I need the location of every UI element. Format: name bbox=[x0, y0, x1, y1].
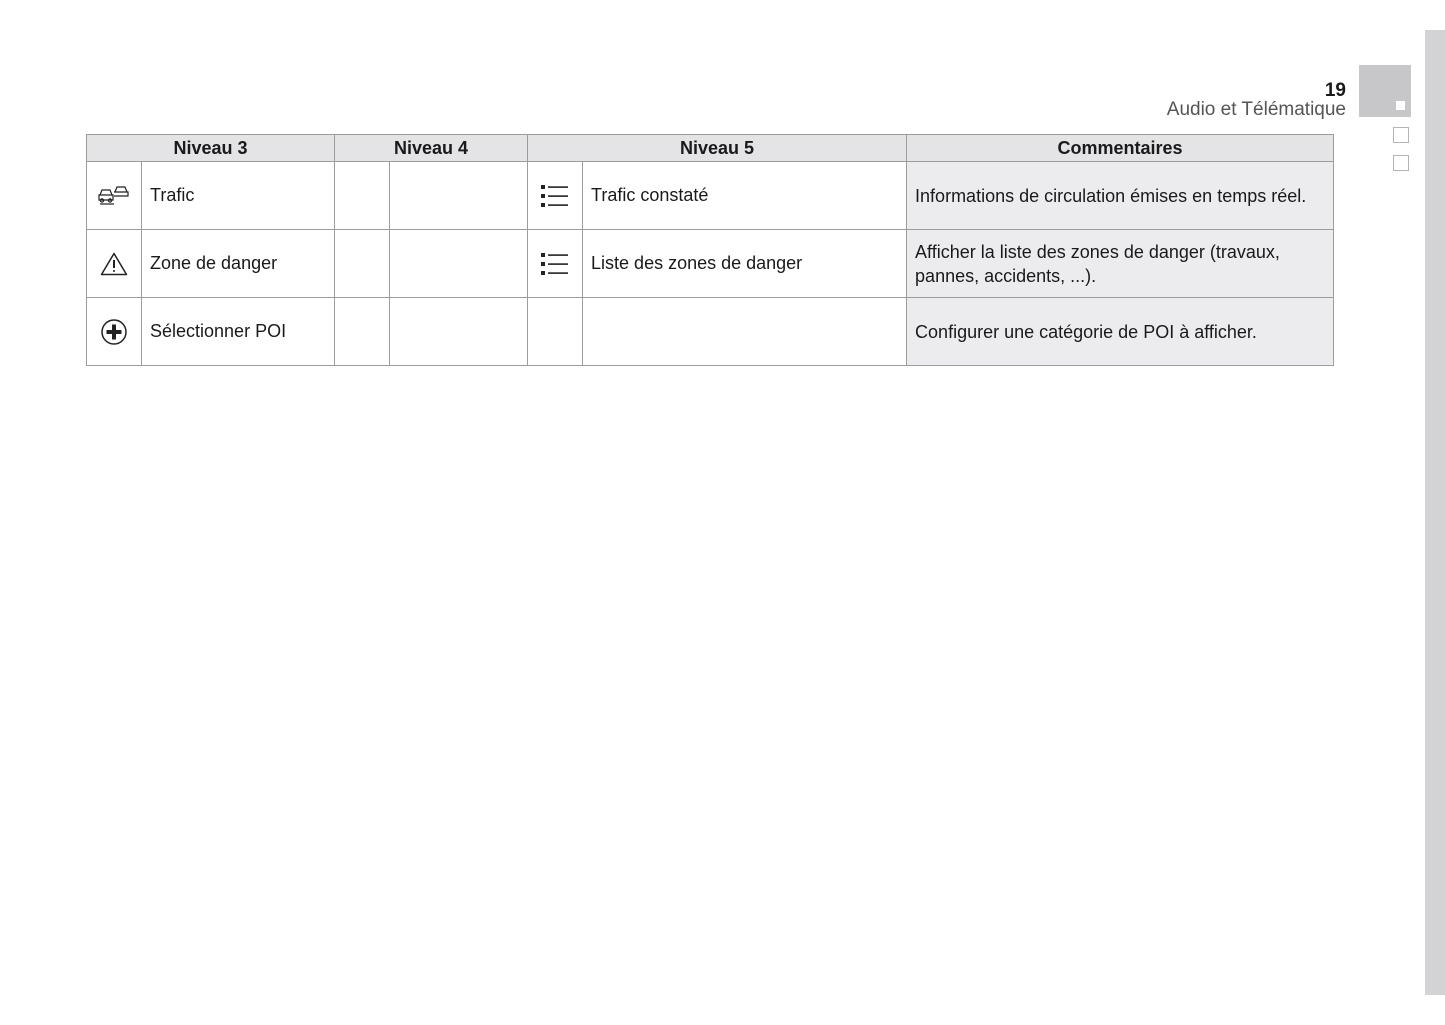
traffic-cars-icon bbox=[98, 183, 130, 209]
page-edge-strip bbox=[1425, 30, 1445, 995]
level3-icon-cell bbox=[87, 298, 142, 366]
level3-label: Zone de danger bbox=[142, 230, 335, 298]
list-icon bbox=[541, 185, 569, 207]
level4-empty-cell bbox=[335, 230, 390, 298]
column-header-niveau-4: Niveau 4 bbox=[335, 135, 528, 162]
chapter-tab-box bbox=[1393, 127, 1409, 143]
chapter-tab-box bbox=[1393, 155, 1409, 171]
table-row bbox=[87, 298, 1334, 366]
level5-label: Liste des zones de danger bbox=[583, 230, 907, 298]
column-header-commentaires: Commentaires bbox=[907, 135, 1334, 162]
level5-label: Trafic constaté bbox=[583, 162, 907, 230]
level4-empty-cell bbox=[390, 162, 528, 230]
page-number: 19 bbox=[1324, 80, 1346, 101]
column-header-niveau-3: Niveau 3 bbox=[87, 135, 335, 162]
comment-cell: Afficher la liste des zones de danger (travaux, pannes, accidents, ...). bbox=[907, 230, 1334, 298]
column-header-niveau-5: Niveau 5 bbox=[528, 135, 907, 162]
comment-cell: Informations de circulation émises en temps réel. bbox=[907, 162, 1334, 230]
level5-empty-cell bbox=[583, 298, 907, 366]
level4-empty-cell bbox=[390, 230, 528, 298]
section-title: Audio et Télématique bbox=[1166, 99, 1346, 120]
add-circle-icon bbox=[100, 318, 128, 346]
level5-empty-cell bbox=[528, 298, 583, 366]
chapter-tab-marker bbox=[1396, 101, 1405, 110]
table-header-row bbox=[87, 135, 1334, 162]
level3-icon-cell bbox=[87, 230, 142, 298]
table-row bbox=[87, 162, 1334, 230]
menu-table bbox=[86, 134, 1334, 366]
level5-icon-cell bbox=[528, 162, 583, 230]
table-row bbox=[87, 230, 1334, 298]
level3-label: Trafic bbox=[142, 162, 335, 230]
warning-triangle-icon bbox=[100, 252, 128, 276]
level3-icon-cell bbox=[87, 162, 142, 230]
level5-icon-cell bbox=[528, 230, 583, 298]
level3-label: Sélectionner POI bbox=[142, 298, 335, 366]
comment-cell: Configurer une catégorie de POI à afficher. bbox=[907, 298, 1334, 366]
level4-empty-cell bbox=[390, 298, 528, 366]
level4-empty-cell bbox=[335, 298, 390, 366]
chapter-tab-active bbox=[1359, 65, 1411, 117]
level4-empty-cell bbox=[335, 162, 390, 230]
list-icon bbox=[541, 253, 569, 275]
